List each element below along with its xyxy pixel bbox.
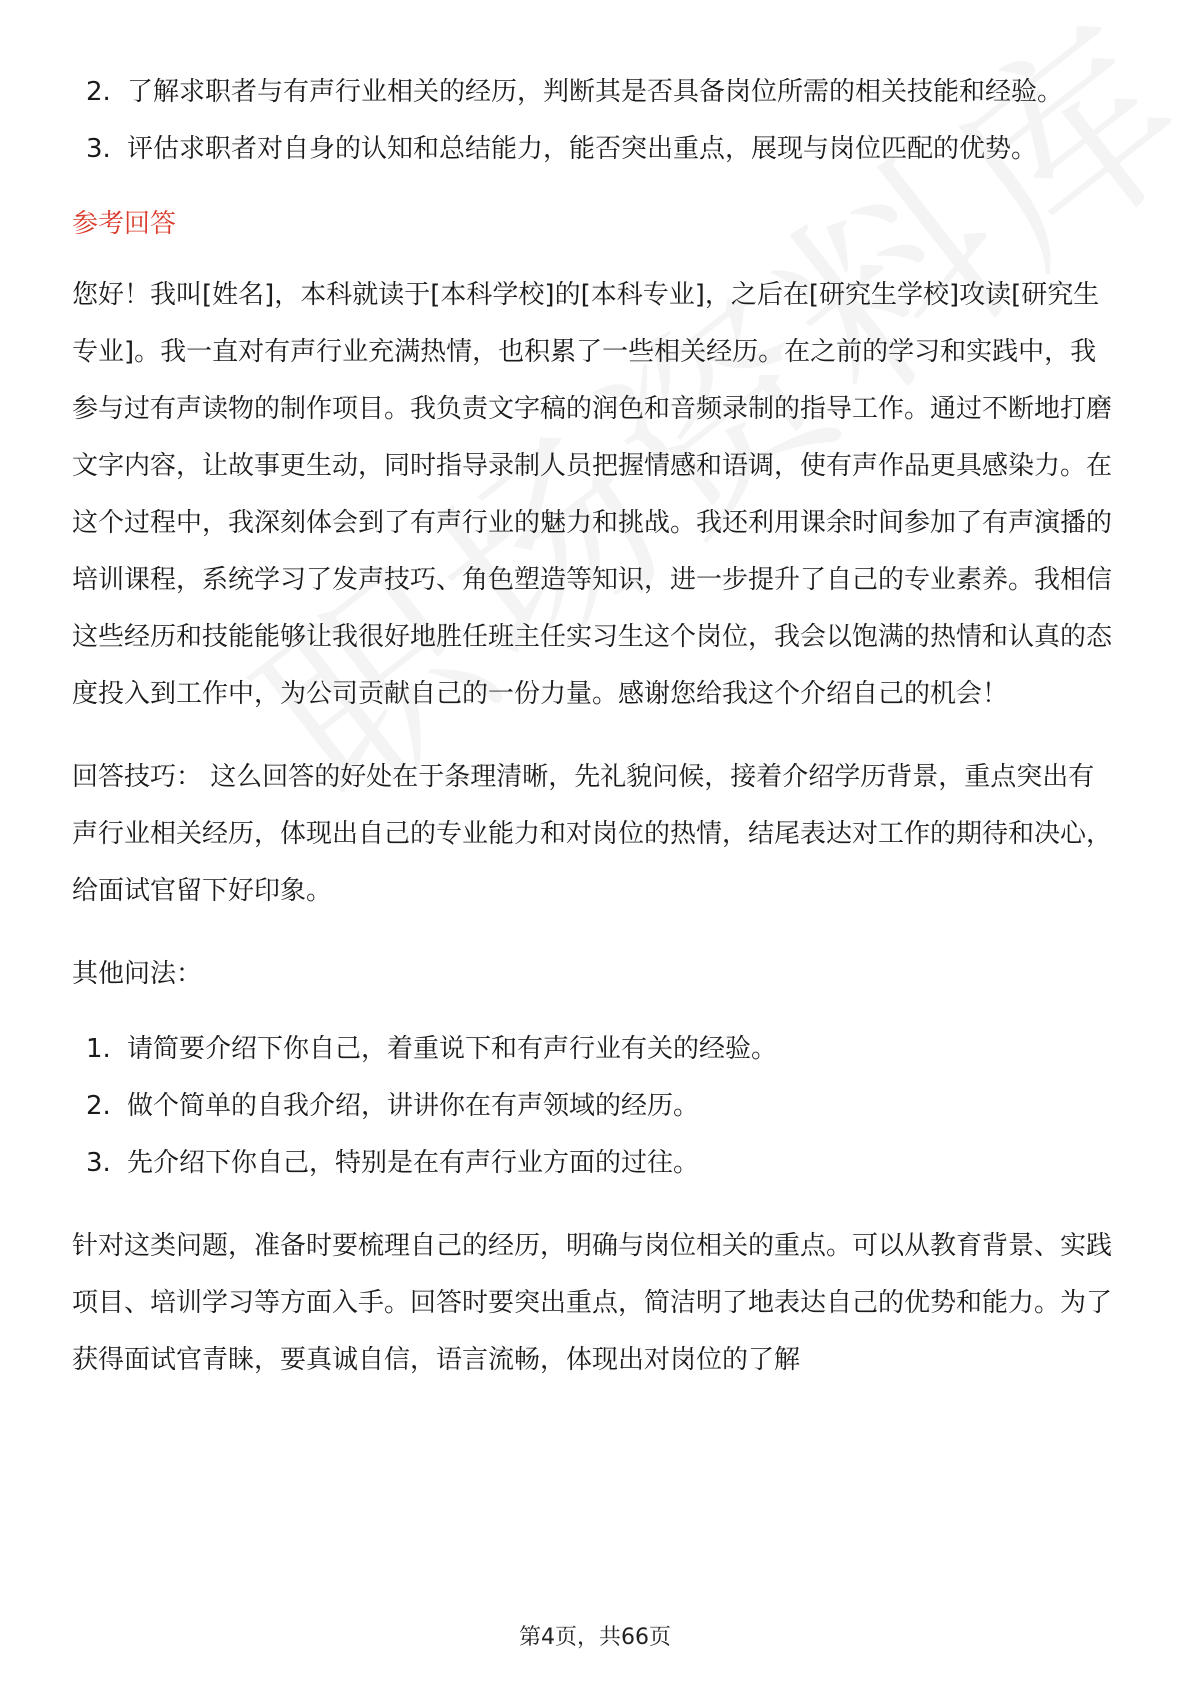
spacer [72, 1192, 1118, 1218]
list-item [72, 64, 1118, 121]
list-text: 先介绍下你自己，特别是在有声行业方面的过往。 [127, 1148, 700, 1178]
list-item [72, 1021, 1118, 1078]
list-text: 评估求职者对自身的认知和总结能力，能否突出重点，展现与岗位匹配的优势。 [127, 134, 1038, 164]
other-questions-label: 其他问法： [72, 959, 203, 989]
main-content [72, 64, 1118, 1389]
page-footer: 第4页，共66页 [519, 1625, 671, 1650]
tips-paragraph: 回答技巧： 这么回答的好处在于条理清晰，先礼貌问候，接着介绍学历背景，重点突出有声行业相关经历，体现出自己的专业能力和对岗位的热情，结尾表达对工作的期待和决心，给面试官留下好印象。 [72, 762, 1113, 906]
spacer [72, 723, 1118, 749]
list-item [72, 1078, 1118, 1135]
list-number: 2. [86, 1091, 111, 1121]
list-number: 1. [86, 1034, 111, 1064]
section-title-answer: 参考回答 [72, 209, 177, 239]
list-text: 请简要介绍下你自己，着重说下和有声行业有关的经验。 [127, 1034, 778, 1064]
spacer [72, 1003, 1118, 1021]
list-text: 做个简单的自我介绍，讲讲你在有声领域的经历。 [127, 1091, 700, 1121]
list-number: 3. [86, 134, 111, 164]
intro-list [72, 64, 1118, 178]
closing-paragraph: 针对这类问题，准备时要梳理自己的经历，明确与岗位相关的重点。可以从教育背景、实践项目、培训学习等方面入手。回答时要突出重点，简洁明了地表达自己的优势和能力。为了获得面试官青睐，要真诚自信，语言流畅，体现出对岗位的了解 [72, 1231, 1113, 1375]
spacer [72, 920, 1118, 946]
other-questions-list [72, 1021, 1118, 1192]
answer-paragraph: 您好！我叫[姓名]，本科就读于[本科学校]的[本科专业]，之后在[研究生学校]攻读[研究生专业]。我一直对有声行业充满热情，也积累了一些相关经历。在之前的学习和实践中，我参与过有声读物的制作项目。我负责文字稿的润色和音频录制的指导工作。通过不断地打磨文字内容，让故事更生动，同时指导录制人员把握情感和语调，使有声作品更具感染力。在这个过程中，我深刻体会到了有声行业的魅力和挑战。我还利用课余时间参加了有声演播的培训课程，系统学习了发声技巧、角色塑造等知识，进一步提升了自己的专业素养。我相信这些经历和技能能够让我很好地胜任班主任实习生这个岗位，我会以饱满的热情和认真的态度投入到工作中，为公司贡献自己的一份力量。感谢您给我这个介绍自己的机会！ [72, 280, 1113, 709]
list-item [72, 1135, 1118, 1192]
list-number: 3. [86, 1148, 111, 1178]
list-item [72, 121, 1118, 178]
list-number: 2. [86, 77, 111, 107]
list-text: 了解求职者与有声行业相关的经历，判断其是否具备岗位所需的相关技能和经验。 [127, 77, 1064, 107]
